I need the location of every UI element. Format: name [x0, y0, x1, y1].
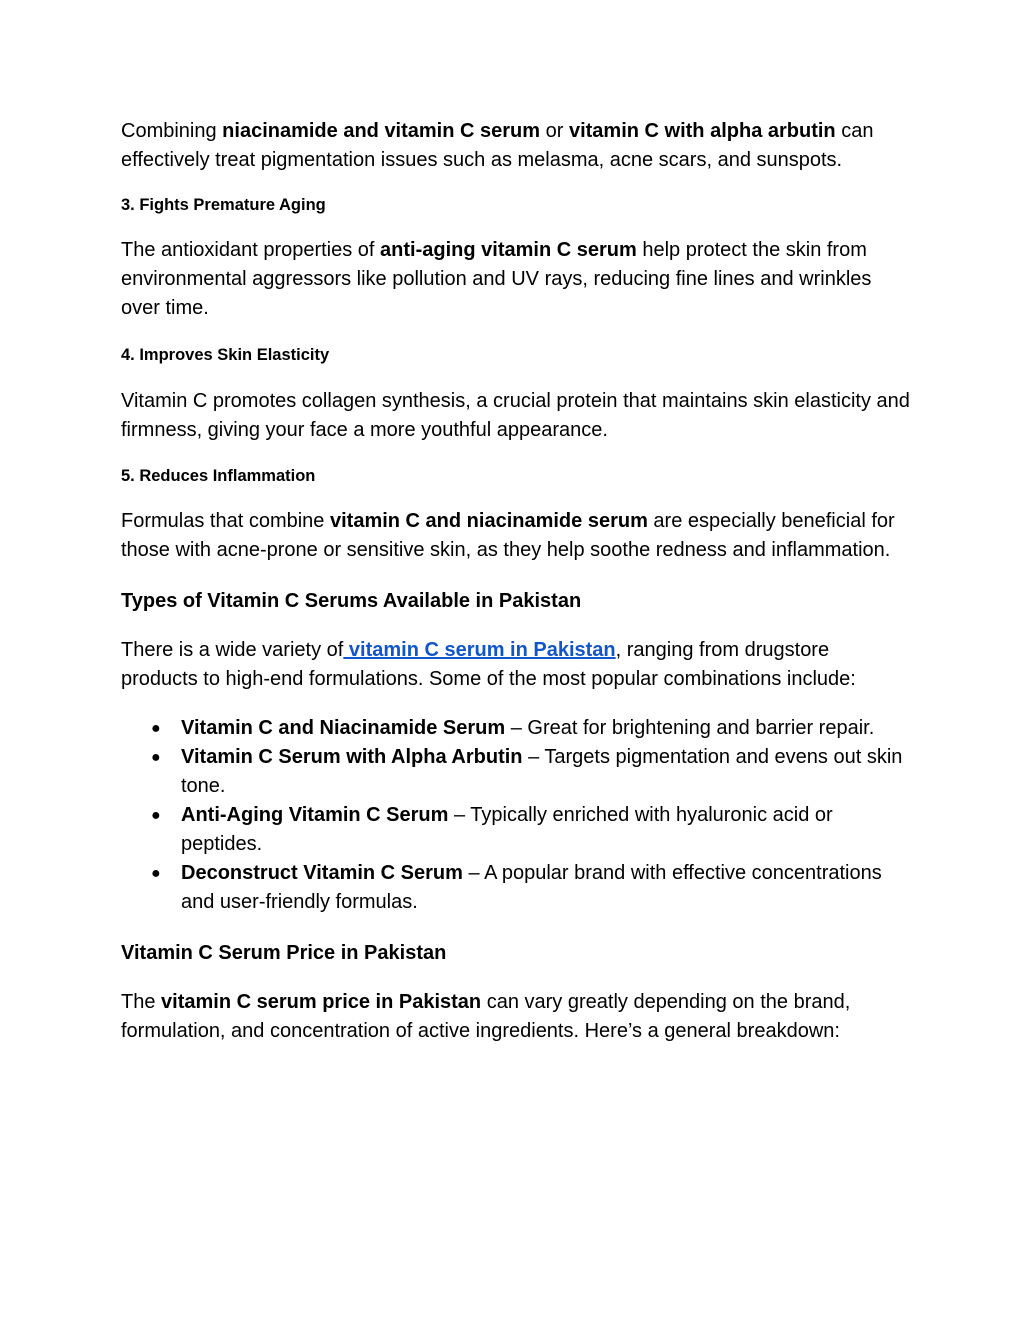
text: , ranging from drugstore products to high-end formulations. Some of the most popular combinations include: [121, 639, 856, 690]
list-item [121, 743, 911, 801]
text: The [121, 991, 162, 1013]
bold-text: Deconstruct Vitamin C Serum [181, 862, 463, 884]
bullet-icon: ● [151, 807, 161, 824]
bullet-icon: ● [151, 720, 161, 737]
bold-text: Vitamin C and Niacinamide Serum [181, 717, 506, 739]
bold-text: vitamin C and niacinamide serum [329, 510, 648, 532]
list-item [121, 859, 911, 917]
vitamin-c-serum-link[interactable]: vitamin C serum in Pakistan [343, 639, 616, 661]
text: – A popular brand with effective concentrations and user-friendly formulas. [181, 862, 882, 913]
text: Combining [121, 120, 223, 142]
paragraph-formulas [121, 507, 911, 565]
bold-text: Anti-Aging Vitamin C Serum [181, 804, 449, 826]
bold-text: niacinamide and vitamin C serum [222, 120, 541, 142]
heading-fights-premature-aging: 3. Fights Premature Aging [121, 196, 326, 214]
text: The antioxidant properties of [121, 239, 381, 261]
text: can vary greatly depending on the brand, formulation, and concentration of active ingredients. Here’s a general breakdown: [121, 991, 851, 1042]
paragraph-pigmentation [121, 117, 911, 175]
text: or [540, 120, 569, 142]
text: can effectively treat pigmentation issues such as melasma, acne scars, and sunspots. [121, 120, 874, 171]
text: are especially beneficial for those with acne-prone or sensitive skin, as they help soothe redness and inflammation. [121, 510, 895, 561]
bold-text: vitamin C serum price in Pakistan [161, 991, 482, 1013]
paragraph-variety [121, 636, 911, 694]
heading-improves-skin-elasticity: 4. Improves Skin Elasticity [121, 346, 330, 364]
bullet-icon: ● [151, 865, 161, 882]
heading-reduces-inflammation: 5. Reduces Inflammation [121, 467, 316, 485]
list-item [121, 801, 911, 859]
bold-text: Vitamin C Serum with Alpha Arbutin [181, 746, 523, 768]
list-item [121, 714, 911, 743]
paragraph-antioxidant [121, 236, 911, 323]
text: – Typically enriched with hyaluronic acid or peptides. [181, 804, 833, 855]
document-content [121, 117, 911, 1046]
text: Formulas that combine [121, 510, 330, 532]
text: help protect the skin from environmental aggressors like pollution and UV rays, reducing fine lines and wrinkles over time. [121, 239, 872, 319]
bullet-icon: ● [151, 749, 161, 766]
text: – Targets pigmentation and evens out skin tone. [181, 746, 903, 797]
serum-types-list [121, 714, 911, 917]
paragraph-price [121, 988, 911, 1046]
heading-types-of-serums: Types of Vitamin C Serums Available in Pakistan [121, 590, 582, 612]
paragraph-collagen: Vitamin C promotes collagen synthesis, a crucial protein that maintains skin elasticity and firmness, giving your face a more youthful appearance. [121, 390, 910, 441]
text: There is a wide variety of [121, 639, 344, 661]
bold-text: vitamin C with alpha arbutin [568, 120, 836, 142]
text: – Great for brightening and barrier repair. [505, 717, 875, 739]
heading-serum-price: Vitamin C Serum Price in Pakistan [121, 942, 447, 964]
bold-text: anti-aging vitamin C serum [380, 239, 637, 261]
